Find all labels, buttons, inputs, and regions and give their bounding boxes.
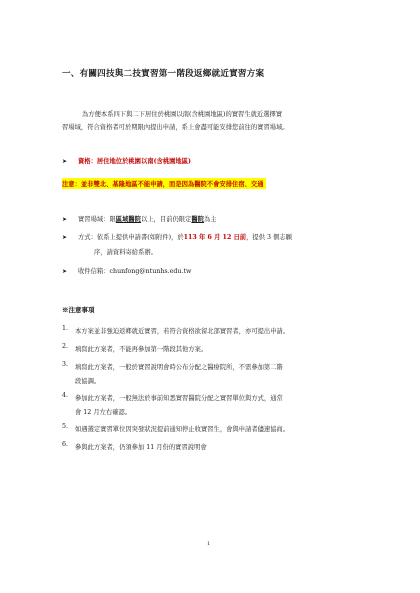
arrow-bullet-icon: ➤ [62,158,68,165]
site-prefix: 實習場域：限 [78,216,116,223]
note-text: 如遇選定實習單位因突發狀況提前通知停止收實習生，會與申請者儘速協商。 [75,426,290,433]
note-number: 5. [62,423,69,430]
note-text: 參加此方案者，一般無法於事前知悉實習醫院分配之實習單位與方式，通常 [75,395,283,402]
note-text: 會 12 月左右確認。 [75,409,132,416]
note-number: 1. [62,325,69,332]
intro-line-1: 為方便本系四下與二下居住於桃園以南(含桃園地區)的實習生就近選擇實 [82,111,283,118]
site-emph-hospital: 醫院 [191,216,204,223]
intro-line-2: 習場域，符合資格者可於期限內提出申請，系上會盡可能安排您前往的實習場域。 [62,124,289,131]
notes-heading: ※注意事項 [62,306,95,314]
arrow-bullet-icon: ➤ [62,268,68,275]
note-text: 段協調。 [75,378,101,385]
qualification-text: 居住地位於桃園以南(含桃園地區) [96,158,192,165]
method-deadline: 113 年 6 月 12 日前 [183,234,247,241]
page-number: 1 [207,541,211,547]
notice-label: 注意： [62,181,81,188]
email-item [62,266,191,275]
page-title: 一、有關四技與二技實習第一階段返鄉就近實習方案 [62,69,265,79]
email-link[interactable]: chunfong@ntunhs.edu.tw [109,268,192,275]
note-number: 3. [62,361,69,368]
method-prefix: 方式：依系上提供申請書(如附件)，於 [78,234,184,241]
method-item [62,232,292,241]
qualification-label: 資格： [78,158,97,165]
note-number: 6. [62,441,69,448]
note-text: 填寫此方案者，不能再參加第一階段其他方案。 [75,346,208,353]
note-text: 本方案並非強迫返鄉就近實習，若符合資格欲留北部實習者，亦可提出申請。 [75,328,290,335]
notice-text: 並非雙北、基隆地區不能申請，而是因為醫院不會安排住宿、交通 [80,181,264,188]
notice-highlight [62,178,266,189]
site-suffix: 為主 [203,216,217,223]
site-emph-regional: 區域醫院 [115,216,141,223]
site-middle: 以上，目前仍限定 [140,216,192,223]
note-text: 參與此方案者，仍須參加 11 月份的實習說明會 [75,444,207,451]
note-number: 2. [62,343,69,350]
arrow-bullet-icon: ➤ [62,216,68,223]
arrow-bullet-icon: ➤ [62,234,68,241]
method-line-2: 序，請資料寄給系辦。 [94,249,157,256]
note-number: 4. [62,392,69,399]
email-label: 收件信箱： [78,268,110,275]
method-suffix: ，提供 3 個志願 [246,234,292,241]
qualification-item [62,156,191,165]
note-text: 填寫此方案者，一般於實習說明會時公布分配之醫療院所，不需參加第二階 [75,364,283,371]
site-item [62,214,217,223]
